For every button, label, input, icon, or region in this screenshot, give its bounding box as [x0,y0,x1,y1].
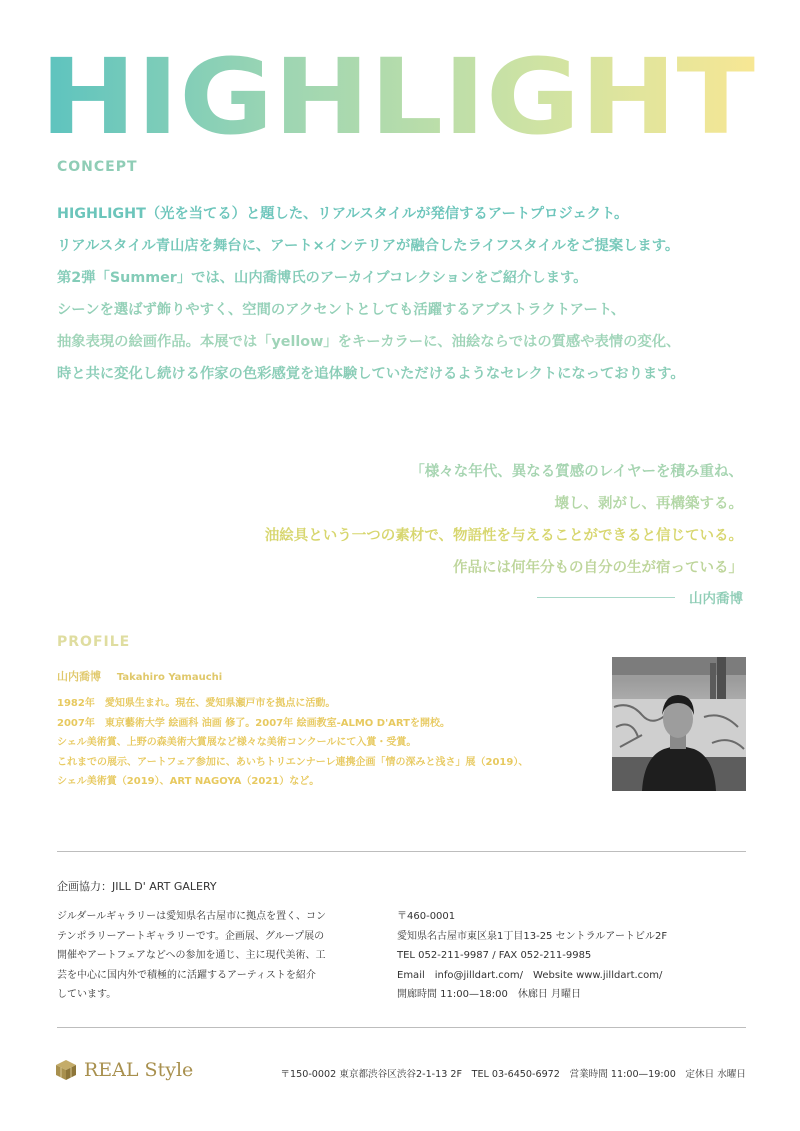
quote-line: 作品には何年分もの自分の生が宿っている」 [453,560,743,576]
concept-line: シーンを選ばず飾りやすく、空間のアクセントとしても活躍するアブストラクトアート、 [57,302,626,318]
bio-line: これまでの展示、アートフェア参加に、あいちトリエンナーレ連携企画「情の深みと浅さ」展（2019）、 [57,756,529,768]
address: 愛知県名古屋市東区泉1丁目13-25 セントラルアートビル2F [397,930,668,942]
quote-author: 山内喬博 [689,591,743,607]
section-divider [57,851,746,852]
description-line: 芸を中心に国内外で積極的に活躍するアーティストを紹介 [57,969,316,981]
concept-body [57,198,777,390]
page-title: HIGHLIGHT [40,40,756,150]
artist-name: 山内喬博 [57,670,101,683]
quote-divider [537,597,675,598]
bio-line: 1982年 愛知県生まれ。現在、愛知県瀬戸市を拠点に活動。 [57,698,336,709]
bio-line: 2007年 東京藝術大学 絵画科 油画 修了。2007年 絵画教室-ALMO D'ARTを開校。 [57,717,450,729]
gallery-contact [397,907,667,1005]
postal-code: 〒460-0001 [397,911,456,922]
quote-line: 壊し、剥がし、再構築する。 [554,496,743,512]
description-line: 開催やアートフェアなどへの参加を通じ、主に現代美術、工 [57,950,326,961]
artist-photo [612,657,746,791]
quote-attribution [537,587,743,607]
section-divider [57,1027,746,1028]
phone-fax: TEL 052-211-9987 / FAX 052-211-9985 [397,950,592,961]
real-style-logo [55,1059,193,1081]
quote-line: 油絵具という一つの素材で、物語性を与えることができると信じている。 [264,528,743,544]
cube-icon [55,1059,77,1081]
profile-name-row [57,668,222,684]
artist-bio [57,694,528,792]
gallery-description [57,907,387,1005]
bio-line: シェル美術賞、上野の森美術大賞展など様々な美術コンクールにて入賞・受賞。 [57,737,417,748]
concept-line: 第2弾「Summer」では、山内喬博氏のアーカイブコレクションをご紹介します。 [57,270,588,286]
bio-line: シェル美術賞（2019）、ART NAGOYA（2021）など。 [57,776,320,787]
concept-line: HIGHLIGHT（光を当てる）と題した、リアルスタイルが発信するアートプロジェクト。 [57,206,629,222]
description-line: ジルダールギャラリーは愛知県名古屋市に拠点を置く、コン [57,911,326,922]
logo-text: REAL Style [84,1059,194,1081]
page-title-graphic [40,40,760,150]
description-line: テンポラリーアートギャラリーです。企画展、グループ展の [57,930,325,942]
artist-name-roman: Takahiro Yamauchi [116,672,223,683]
description-line: しています。 [57,989,117,1000]
quote-line: 「様々な年代、異なる質感のレイヤーを積み重ね、 [410,464,743,480]
email-website: Email info@jilldart.com/ Website www.jilldart.com/ [397,969,663,981]
profile-label: PROFILE [57,634,131,650]
opening-hours: 開廊時間 11:00—18:00 休廊日 月曜日 [397,989,581,1000]
concept-line: リアルスタイル青山店を舞台に、アート×インテリアが融合したライフスタイルをご提案します。 [57,238,680,254]
store-info: 〒150-0002 東京都渋谷区渋谷2-1-13 2F TEL 03-6450-6972 営業時間 11:00—19:00 定休日 水曜日 [280,1069,746,1080]
concept-line: 抽象表現の絵画作品。本展では「yellow」をキーカラーに、油絵ならではの質感や表情の変化、 [57,334,681,350]
artist-quote [43,456,743,584]
concept-label: CONCEPT [57,159,138,175]
cooperation-label: 企画協力：JILL D' ART GALERY [57,880,217,893]
concept-line: 時と共に変化し続ける作家の色彩感覚を追体験していただけるようなセレクトになっております。 [57,366,685,382]
